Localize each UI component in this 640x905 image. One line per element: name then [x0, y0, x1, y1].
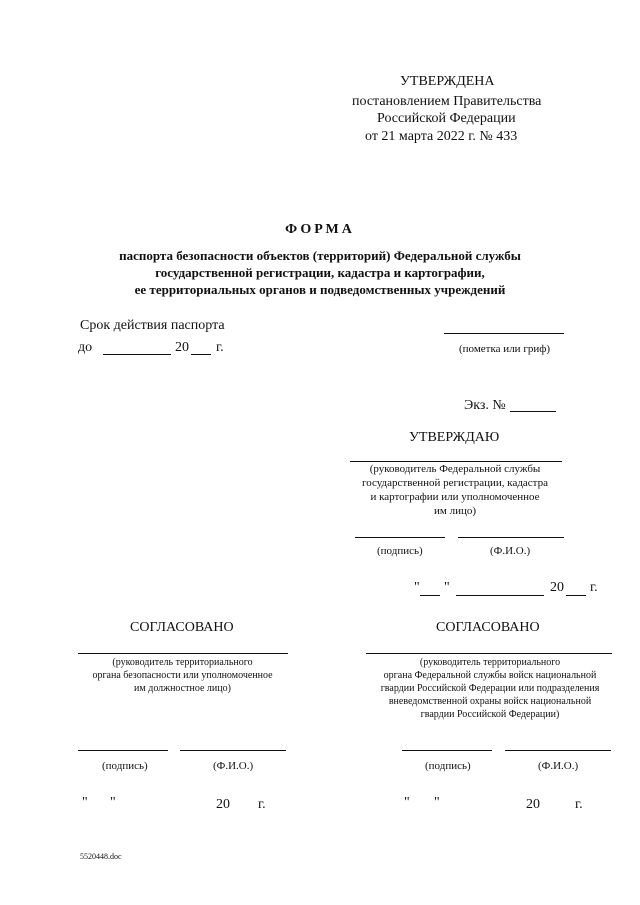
- agreed-right-caption-4: вневедомственной охраны войск национальной: [388, 696, 592, 707]
- validity-date-blank[interactable]: [103, 354, 171, 355]
- approve-official-blank[interactable]: [350, 461, 562, 462]
- approve-signature-blank[interactable]: [355, 537, 445, 538]
- copy-number-blank[interactable]: [510, 411, 556, 412]
- agreed-left-signature-blank[interactable]: [78, 750, 168, 751]
- agreed-right-caption-3: гвардии Российской Федерации или подразделения: [380, 683, 600, 694]
- mark-caption: (пометка или гриф): [459, 343, 551, 355]
- agreed-left-signature-caption: (подпись): [102, 760, 148, 772]
- footer-file-name: 5520448.doc: [80, 852, 122, 861]
- agreed-right-date-quote-open: ": [404, 795, 410, 810]
- agreed-left-caption-3: им должностное лицо): [134, 683, 231, 694]
- approved-federation-line: Российской Федерации: [377, 111, 516, 126]
- agreed-left-date-quote-close: ": [110, 795, 116, 810]
- agreed-right-official-blank[interactable]: [366, 653, 612, 654]
- agreed-right-signature-caption: (подпись): [425, 760, 471, 772]
- mark-blank[interactable]: [444, 333, 564, 334]
- agreed-right-caption-2: органа Федеральной службы войск национальной: [383, 670, 597, 681]
- agreed-left-name-blank[interactable]: [180, 750, 286, 751]
- approve-date-day-blank[interactable]: [420, 595, 440, 596]
- agreed-right-name-blank[interactable]: [505, 750, 611, 751]
- agreed-right-title: СОГЛАСОВАНО: [436, 620, 540, 635]
- agreed-right-caption-5: гвардии Российской Федерации): [420, 709, 560, 720]
- approve-signature-caption: (подпись): [377, 545, 423, 557]
- approve-date-quote-open: ": [414, 580, 420, 595]
- copy-number-label: Экз. №: [464, 398, 506, 413]
- approve-date-year-suffix: г.: [590, 580, 598, 595]
- approve-caption-2: государственной регистрации, кадастра: [361, 477, 549, 489]
- approved-title: УТВЕРЖДЕНА: [400, 74, 495, 89]
- approve-caption-1: (руководитель Федеральной службы: [369, 463, 541, 475]
- form-heading: ФОРМА: [285, 222, 355, 237]
- agreed-left-date-year-suffix: г.: [258, 797, 266, 812]
- validity-until-prefix: до: [78, 340, 93, 355]
- approved-by-line: постановлением Правительства: [352, 94, 542, 109]
- validity-label: Срок действия паспорта: [80, 318, 225, 333]
- form-title-line-3: ее территориальных органов и подведомственных учреждений: [134, 282, 506, 297]
- agreed-left-date-quote-open: ": [82, 795, 88, 810]
- approve-caption-4: им лицо): [433, 505, 477, 517]
- agreed-right-date-year-prefix: 20: [526, 797, 540, 812]
- approved-date-number-line: от 21 марта 2022 г. № 433: [365, 129, 518, 144]
- form-title-line-1: паспорта безопасности объектов (территорий) Федеральной службы: [119, 248, 521, 263]
- approve-caption-3: и картографии или уполномоченное: [370, 491, 540, 503]
- agreed-left-title: СОГЛАСОВАНО: [130, 620, 234, 635]
- approve-date-quote-close: ": [444, 580, 450, 595]
- approve-title: УТВЕРЖДАЮ: [409, 430, 500, 445]
- agreed-left-official-blank[interactable]: [78, 653, 288, 654]
- approve-date-month-blank[interactable]: [456, 595, 544, 596]
- agreed-left-name-caption: (Ф.И.О.): [213, 760, 254, 772]
- agreed-right-date-year-suffix: г.: [575, 797, 583, 812]
- validity-year-suffix: г.: [216, 340, 224, 355]
- approve-name-caption: (Ф.И.О.): [490, 545, 531, 557]
- validity-year-prefix: 20: [175, 340, 189, 355]
- agreed-left-caption-2: органа безопасности или уполномоченное: [92, 670, 273, 681]
- approve-name-blank[interactable]: [458, 537, 564, 538]
- approve-date-year-blank[interactable]: [566, 595, 586, 596]
- approve-date-year-prefix: 20: [550, 580, 564, 595]
- validity-year-blank[interactable]: [191, 354, 211, 355]
- form-title-line-2: государственной регистрации, кадастра и картографии,: [155, 265, 485, 280]
- agreed-right-date-quote-close: ": [434, 795, 440, 810]
- agreed-right-name-caption: (Ф.И.О.): [538, 760, 579, 772]
- agreed-right-caption-1: (руководитель территориального: [419, 657, 561, 668]
- agreed-left-caption-1: (руководитель территориального: [112, 657, 253, 668]
- agreed-left-date-year-prefix: 20: [216, 797, 230, 812]
- agreed-right-signature-blank[interactable]: [402, 750, 492, 751]
